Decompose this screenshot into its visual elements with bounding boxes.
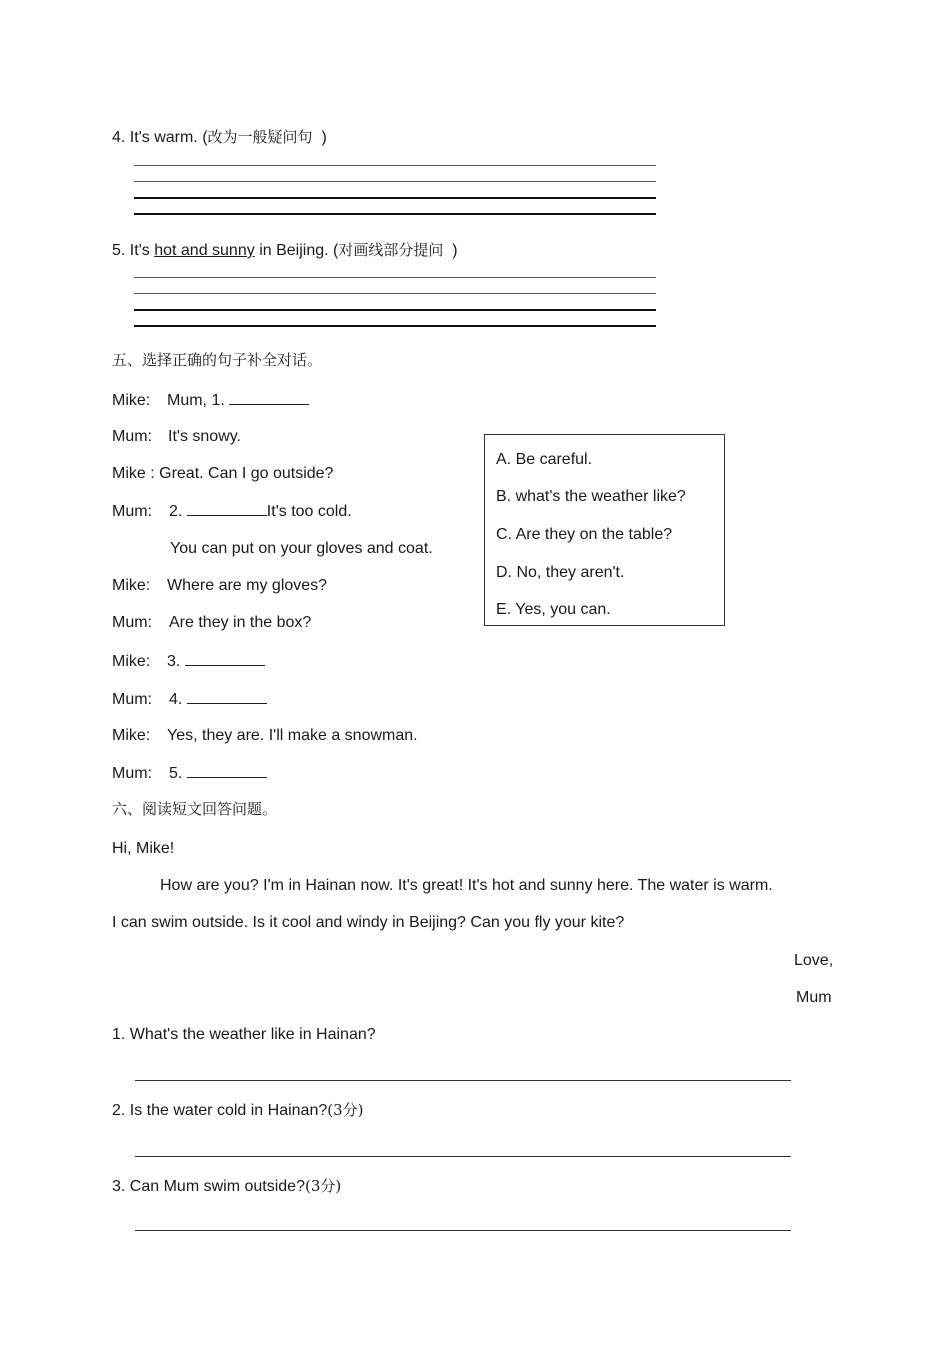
dialogue-line	[112, 464, 333, 484]
question-score: (3分)	[304, 1177, 342, 1195]
question-5	[112, 240, 458, 261]
answer-line[interactable]	[135, 1230, 791, 1231]
dialogue-text-post: It's too cold.	[266, 503, 352, 520]
dialogue-text: You can put on your gloves and coat.	[170, 540, 433, 557]
question-4-note-open: (	[202, 129, 208, 146]
question-5-post: in Beijing.	[259, 242, 329, 259]
question-4-sentence: It's warm.	[129, 129, 198, 146]
dialogue-text: Where are my gloves?	[167, 577, 328, 594]
speaker: Mike:	[112, 577, 151, 594]
writing-line[interactable]	[134, 197, 656, 199]
speaker: Mum:	[112, 691, 152, 708]
answer-blank[interactable]	[187, 763, 267, 778]
dialogue-text: It's snowy.	[168, 428, 241, 445]
reading-question-3	[112, 1176, 341, 1197]
writing-line[interactable]	[134, 213, 656, 215]
dialogue-line	[112, 427, 241, 447]
question-5-note-close: )	[452, 242, 458, 259]
dialogue-line	[112, 613, 311, 633]
writing-line[interactable]	[134, 325, 656, 327]
question-text: 2. Is the water cold in Hainan?	[112, 1102, 328, 1119]
speaker: Mum:	[112, 428, 152, 445]
option-c: C. Are they on the table?	[496, 526, 673, 543]
dialogue-text: Are they in the box?	[169, 614, 312, 631]
reading-question-1	[112, 1025, 376, 1045]
answer-blank[interactable]	[185, 651, 265, 666]
writing-line[interactable]	[134, 181, 656, 182]
letter-greeting: Hi, Mike!	[112, 840, 175, 857]
dialogue-text-pre: 2.	[169, 503, 183, 520]
speaker: Mike:	[112, 653, 151, 670]
writing-line[interactable]	[134, 309, 656, 311]
dialogue-line	[170, 539, 433, 559]
option-a: A. Be careful.	[496, 451, 593, 468]
answer-line[interactable]	[135, 1080, 791, 1081]
dialogue-text: 3.	[167, 653, 181, 670]
option-d: D. No, they aren't.	[496, 564, 625, 581]
speaker: Mike :	[112, 465, 155, 482]
question-score: (3分)	[327, 1101, 364, 1119]
answer-blank[interactable]	[187, 501, 267, 516]
question-5-number: 5.	[112, 242, 126, 259]
speaker: Mike:	[112, 392, 151, 409]
dialogue-line	[112, 390, 309, 411]
letter-closing: Love,	[794, 952, 834, 969]
writing-line[interactable]	[134, 277, 656, 278]
dialogue-line	[112, 651, 265, 672]
option-e: E. Yes, you can.	[496, 601, 611, 618]
options-box	[484, 434, 725, 626]
question-5-pre: It's	[129, 242, 150, 259]
dialogue-line	[112, 576, 327, 596]
speaker: Mum:	[112, 765, 152, 782]
section-5-heading: 五、选择正确的句子补全对话。	[112, 351, 323, 369]
writing-line[interactable]	[134, 165, 656, 166]
answer-blank[interactable]	[187, 689, 267, 704]
option-b: B. what's the weather like?	[496, 488, 686, 505]
answer-blank[interactable]	[229, 390, 309, 405]
dialogue-line	[112, 763, 267, 784]
question-text: 3. Can Mum swim outside?	[112, 1178, 305, 1195]
section-6-heading: 六、阅读短文回答问题。	[112, 800, 278, 818]
letter-body-line-1: How are you? I'm in Hainan now. It's great! It's hot and sunny here. The water is warm.	[160, 877, 773, 894]
speaker: Mum:	[112, 614, 152, 631]
dialogue-text: Yes, they are. I'll make a snowman.	[167, 727, 418, 744]
question-5-underlined: hot and sunny	[154, 242, 255, 259]
letter-body-line-2: I can swim outside. Is it cool and windy in Beijing? Can you fly your kite?	[112, 914, 625, 931]
question-5-note-open: (	[333, 242, 339, 259]
question-4	[112, 127, 327, 148]
dialogue-line	[112, 689, 267, 710]
question-4-note-close: )	[321, 129, 327, 146]
writing-line[interactable]	[134, 293, 656, 294]
dialogue-text: 4.	[169, 691, 183, 708]
dialogue-text: Mum, 1.	[167, 392, 225, 409]
question-text: 1. What's the weather like in Hainan?	[112, 1026, 376, 1043]
dialogue-line	[112, 501, 352, 522]
answer-line[interactable]	[135, 1156, 791, 1157]
letter-signature: Mum	[796, 989, 832, 1006]
speaker: Mike:	[112, 727, 151, 744]
dialogue-text: 5.	[169, 765, 183, 782]
question-4-number: 4.	[112, 129, 126, 146]
speaker: Mum:	[112, 503, 152, 520]
question-5-instruction: 对画线部分提问	[338, 241, 444, 259]
dialogue-text: Great. Can I go outside?	[159, 465, 334, 482]
question-4-instruction: 改为一般疑问句	[207, 128, 313, 146]
reading-question-2	[112, 1100, 363, 1121]
dialogue-line	[112, 726, 418, 746]
